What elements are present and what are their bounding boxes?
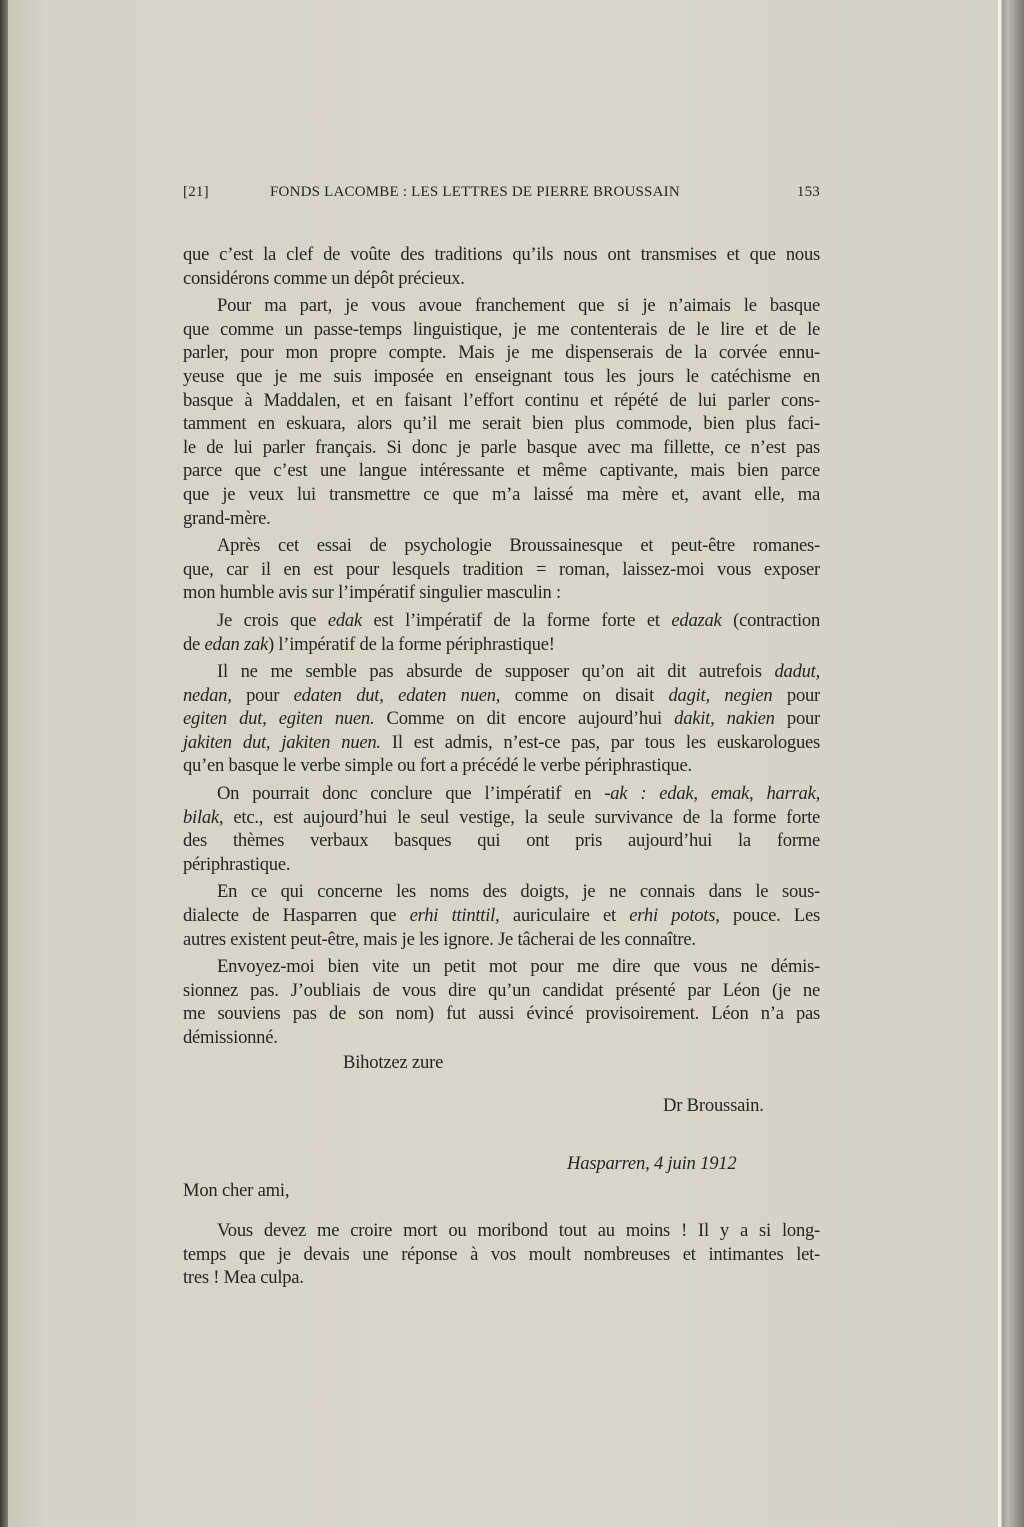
letter-body [183, 243, 820, 1050]
italic-term: dadut, [774, 661, 820, 683]
text-line [183, 979, 820, 1003]
salutation: Mon cher ami, [183, 1180, 290, 1201]
paragraph [183, 243, 820, 290]
text-run: dialecte de Hasparren que [183, 905, 410, 927]
text-line [183, 294, 820, 318]
italic-term: edazak [671, 609, 722, 631]
text-run: Vous devez me croire mort ou moribond tout au moins ! Il y a si long- [217, 1220, 820, 1241]
text-run: Envoyez-moi bien vite un petit mot pour me dire que vous ne démis- [217, 956, 820, 978]
running-title: FONDS LACOMBE : LES LETTRES DE PIERRE BROUSSAIN [270, 184, 680, 200]
text-line [183, 436, 820, 460]
italic-term: dakit, nakien [674, 708, 775, 730]
page-reference: [21] [183, 184, 209, 200]
italic-term: -ak : edak, emak, harrak, [604, 783, 820, 805]
text-run: Après cet essai de psychologie Broussainesque et peut-être romanes- [217, 535, 820, 557]
text-run: parce que c’est une langue intéressante et même captivante, mais bien parce [183, 460, 820, 482]
text-run: Il ne me semble pas absurde de supposer qu’on ait dit autrefois [217, 661, 775, 683]
text-run: démissionné. [183, 1027, 278, 1048]
text-line [183, 609, 820, 633]
text-line [183, 731, 820, 755]
text-run: comme on disait [500, 684, 669, 706]
text-run: me souviens pas de son nom) fut aussi évincé provisoirement. Léon n’a pas [183, 1003, 820, 1025]
text-run: (contraction [721, 609, 820, 631]
signature: Dr Broussain. [663, 1095, 764, 1116]
text-run: est l’impératif de la forme forte et [361, 609, 672, 631]
paragraph [183, 660, 820, 778]
text-run: périphrastique. [183, 853, 291, 875]
text-run: tamment en eskuara, alors qu’il me serait bien plus commode, bien plus faci- [183, 413, 820, 435]
paragraph [183, 782, 820, 876]
paragraph [183, 534, 820, 605]
text-line [183, 389, 820, 413]
text-run: temps que je devais une réponse à vos moult nombreuses et intimantes let- [183, 1243, 820, 1265]
text-run: que, car il en est pour lesquels tradition = roman, laissez-moi vous exposer [183, 558, 820, 580]
italic-term: dagit, negien [668, 684, 773, 706]
italic-term: erhi ttinttil, [409, 905, 500, 927]
text-run: auriculaire et [499, 905, 630, 927]
text-run: Je crois que [217, 609, 328, 631]
text-run: Pour ma part, je vous avoue franchement que si je n’aimais le basque [217, 295, 820, 317]
italic-term: edak [327, 609, 362, 631]
text-run: ) l’impératif de la forme périphrastique! [268, 633, 555, 655]
text-line [183, 341, 820, 365]
text-run: parler, pour mon propre compte. Mais je me dispenserais de la corvée ennu- [183, 342, 820, 364]
text-line [183, 782, 820, 806]
text-run: basque à Maddalen, et en faisant l’effort continu et répété de lui parler cons- [183, 389, 820, 411]
italic-term: bilak, [183, 806, 224, 828]
italic-term: edan zak [204, 633, 269, 655]
text-run: On pourrait donc conclure que l’impératif en [217, 783, 605, 805]
text-run: En ce qui concerne les noms des doigts, je ne connais dans le sous- [217, 881, 820, 903]
dateline: Hasparren, 4 juin 1912 [567, 1153, 737, 1174]
text-run: que je veux lui transmettre ce que m’a laissé ma mère et, avant elle, ma [183, 483, 820, 505]
text-line [183, 1002, 820, 1026]
text-line [183, 928, 820, 952]
text-run: grand-mère. [183, 507, 271, 529]
text-run: considérons comme un dépôt précieux. [183, 267, 465, 289]
text-line [183, 1266, 820, 1290]
text-line [183, 633, 820, 657]
paragraph [183, 955, 820, 1049]
text-run: que c’est la clef de voûte des traditions qu’ils nous ont transmises et que nous [183, 244, 820, 265]
page-number: 153 [796, 184, 820, 200]
text-line [183, 534, 820, 558]
paragraph [183, 880, 820, 951]
text-line [183, 581, 820, 605]
text-run: yeuse que je me suis imposée en enseignant tous les jours le catéchisme en [183, 365, 820, 387]
text-line [183, 267, 820, 291]
text-run: que comme un passe-temps linguistique, je me contenterais de le lire et de le [183, 318, 820, 340]
text-line [183, 318, 820, 342]
text-line [183, 459, 820, 483]
text-run: Il est admis, n’est-ce pas, par tous les euskarologues [380, 731, 820, 753]
text-line [183, 243, 820, 267]
text-run: sionnez pas. J’oubliais de vous dire qu’un candidat présenté par Léon (je ne [183, 979, 820, 1001]
text-line [183, 507, 820, 531]
text-line [183, 955, 820, 979]
text-line [183, 1026, 820, 1050]
text-line [183, 1219, 820, 1243]
italic-term: nedan, [183, 684, 232, 706]
text-run: autres existent peut-être, mais je les ignore. Je tâcherai de les connaître. [183, 928, 696, 950]
paragraph [183, 609, 820, 656]
italic-term: erhi potots, [629, 905, 720, 927]
text-run: etc., est aujourd’hui le seul vestige, la seule survivance de la forme forte [223, 806, 820, 828]
text-line [183, 880, 820, 904]
paragraph [183, 1219, 820, 1290]
text-run: Comme on dit encore aujourd’hui [374, 708, 675, 730]
text-line [183, 483, 820, 507]
text-run: des thèmes verbaux basques qui ont pris aujourd’hui la forme [183, 830, 820, 852]
page-edge [998, 0, 1024, 1527]
text-run: de [183, 633, 205, 655]
text-run: le de lui parler français. Si donc je parle basque avec ma fillette, ce n’est pas [183, 436, 820, 458]
text-line [183, 660, 820, 684]
running-header [183, 184, 820, 206]
text-line [183, 365, 820, 389]
text-line [183, 558, 820, 582]
text-run: pouce. Les [719, 905, 820, 927]
italic-term: edaten dut, edaten nuen, [293, 684, 501, 706]
text-run: pour [774, 708, 820, 730]
italic-term: egiten dut, egiten nuen. [183, 708, 375, 730]
text-run: mon humble avis sur l’impératif singulier masculin : [183, 582, 561, 604]
text-line [183, 853, 820, 877]
text-run: qu’en basque le verbe simple ou fort a précédé le verbe périphrastique. [183, 755, 692, 777]
italic-term: jakiten dut, jakiten nuen. [183, 731, 381, 753]
text-line [183, 806, 820, 830]
text-run: pour [231, 684, 294, 706]
text-line [183, 707, 820, 731]
text-line [183, 754, 820, 778]
paragraph [183, 294, 820, 530]
text-run: pour [772, 684, 820, 706]
text-line [183, 412, 820, 436]
text-run: tres ! Mea culpa. [183, 1267, 304, 1289]
text-line [183, 829, 820, 853]
closing: Bihotzez zure [343, 1052, 444, 1073]
text-line [183, 1243, 820, 1267]
text-line [183, 684, 820, 708]
text-line [183, 904, 820, 928]
second-letter-body [183, 1219, 820, 1290]
